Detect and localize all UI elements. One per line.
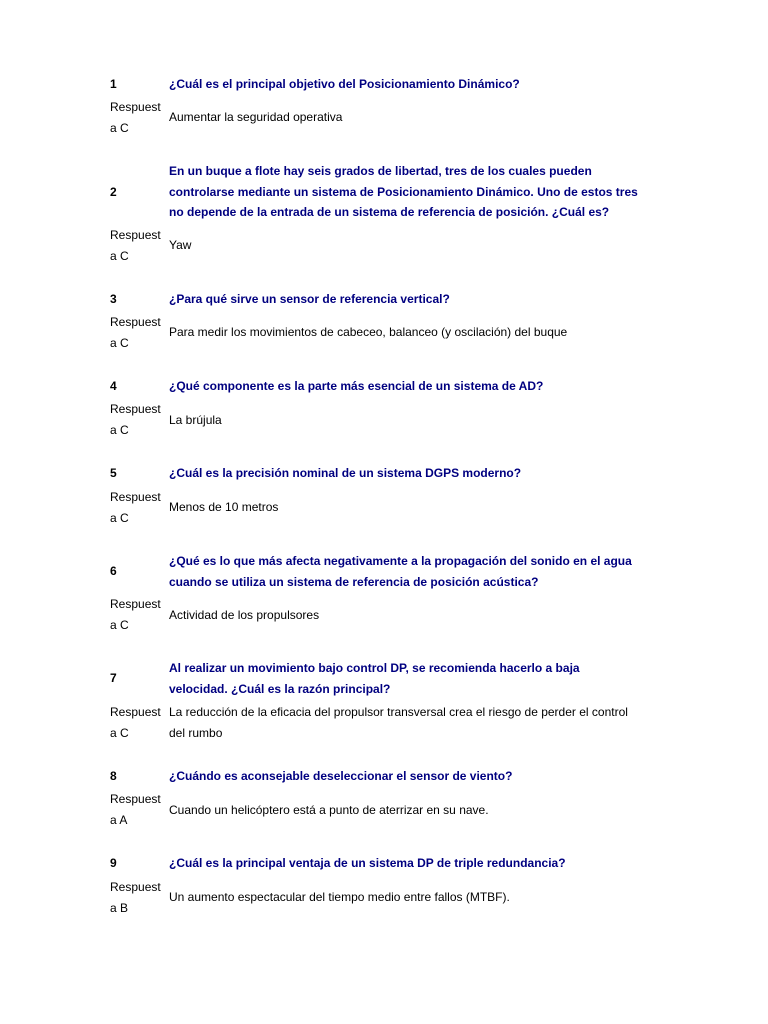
- answer-text: Yaw: [169, 238, 192, 252]
- question-text: Al realizar un movimiento bajo control DP, se recomienda hacerlo a baja velocidad. ¿Cuál es la razón principal?: [169, 661, 580, 696]
- question-number: 1: [110, 77, 117, 91]
- question-number: 7: [110, 671, 117, 685]
- question-text: ¿Cuál es la principal ventaja de un sistema DP de triple redundancia?: [169, 856, 566, 870]
- answer-text: Cuando un helicóptero está a punto de aterrizar en su nave.: [169, 803, 489, 817]
- answer-text: Para medir los movimientos de cabeceo, balanceo (y oscilación) del buque: [169, 325, 568, 339]
- response-label: Respuesta A: [110, 792, 161, 827]
- response-label: Respuesta C: [110, 597, 161, 632]
- question-text: ¿Qué es lo que más afecta negativamente a la propagación del sonido en el agua cuando se utiliza un sistema de referencia de posición acústica?: [169, 554, 632, 589]
- response-label: Respuesta C: [110, 705, 161, 740]
- question-number: 5: [110, 466, 117, 480]
- response-label: Respuesta C: [110, 315, 161, 350]
- question-text: ¿Cuál es el principal objetivo del Posicionamiento Dinámico?: [169, 77, 520, 91]
- question-text: ¿Cuándo es aconsejable deseleccionar el sensor de viento?: [169, 769, 513, 783]
- question-text: ¿Cuál es la precisión nominal de un sistema DGPS moderno?: [169, 466, 522, 480]
- question-number: 4: [110, 379, 117, 393]
- response-label: Respuesta C: [110, 228, 161, 263]
- question-number: 2: [110, 185, 117, 199]
- question-number: 6: [110, 564, 117, 578]
- answer-text: Un aumento espectacular del tiempo medio entre fallos (MTBF).: [169, 890, 510, 904]
- response-label: Respuesta C: [110, 402, 161, 437]
- question-text: En un buque a flote hay seis grados de libertad, tres de los cuales pueden controlarse mediante un sistema de Posicionamiento Dinámico. Uno de estos tres no depende de la entrada de un sistema de referencia de posición. ¿Cuál es?: [169, 164, 638, 219]
- answer-text: La brújula: [169, 413, 222, 427]
- response-label: Respuesta C: [110, 100, 161, 135]
- question-number: 8: [110, 769, 117, 783]
- answer-text: Actividad de los propulsores: [169, 608, 320, 622]
- question-text: ¿Para qué sirve un sensor de referencia vertical?: [169, 292, 450, 306]
- question-text: ¿Qué componente es la parte más esencial de un sistema de AD?: [169, 379, 544, 393]
- answer-text: La reducción de la eficacia del propulsor transversal crea el riesgo de perder el control del rumbo: [169, 705, 628, 740]
- answer-text: Menos de 10 metros: [169, 500, 279, 514]
- question-number: 9: [110, 856, 117, 870]
- response-label: Respuesta B: [110, 880, 161, 915]
- response-label: Respuesta C: [110, 490, 161, 525]
- question-number: 3: [110, 292, 117, 306]
- answer-text: Aumentar la seguridad operativa: [169, 110, 343, 124]
